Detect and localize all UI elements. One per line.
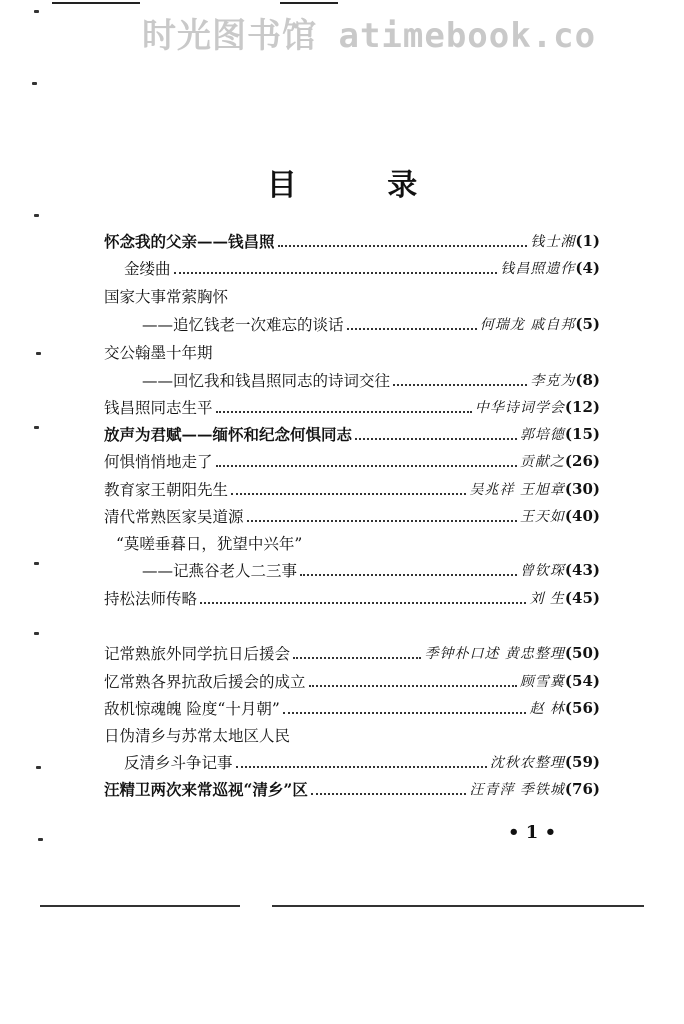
margin-mark (34, 10, 39, 13)
toc-entry-page: (56) (564, 699, 600, 717)
toc-entry-page: (5) (575, 315, 600, 333)
toc-entry-title: 金缕曲 (124, 260, 171, 278)
toc-entry (104, 476, 600, 502)
toc-entry-page: (12) (564, 398, 600, 416)
toc-entry-page: (59) (564, 753, 600, 771)
toc-entry-author: 李克为 (530, 373, 576, 389)
top-rule-right (280, 2, 338, 4)
toc-entry (104, 695, 600, 721)
toc-entry-title: 持松法师传略 (104, 590, 198, 608)
toc-entry (104, 776, 600, 802)
toc-entry-title: 汪精卫两次来常巡视“清乡”区 (104, 780, 308, 799)
bottom-rule-left (40, 905, 240, 907)
toc-entry-title: 清代常熟医家吴道源 (104, 508, 244, 526)
toc-entry (104, 503, 600, 529)
toc-entry (104, 339, 213, 365)
toc-entry-author: 郭培德 (519, 427, 565, 443)
toc-entry-title: 何惧悄悄地走了 (104, 453, 213, 471)
toc-entry-title: 国家大事常萦胸怀 (104, 288, 229, 306)
toc-entry (104, 722, 290, 748)
margin-mark (36, 766, 41, 769)
dot-leader (355, 438, 517, 440)
toc-entry-title: 日伪清乡与苏常太地区人民 (104, 727, 291, 745)
toc-entry-title: 放声为君赋——缅怀和纪念何惧同志 (104, 425, 353, 444)
toc-entry (104, 394, 600, 420)
dot-leader (200, 602, 526, 604)
toc-entry (104, 640, 600, 666)
toc-entry-title: ——追忆钱老一次难忘的谈话 (142, 316, 344, 334)
toc-entry (104, 585, 600, 611)
dot-leader (236, 766, 487, 768)
toc-entry-page: (30) (564, 480, 600, 498)
toc-entry-author: 钱士湘 (530, 234, 576, 250)
toc-entry (104, 668, 600, 694)
toc-entry-author: 赵 林 (529, 701, 565, 717)
toc-entry-page: (76) (564, 780, 600, 798)
toc-entry-author: 曾钦琛 (519, 563, 565, 579)
toc-entry (142, 367, 600, 393)
toc-entry (142, 311, 600, 337)
dot-leader (347, 328, 477, 330)
toc-entry-title: 交公翰墨十年期 (104, 344, 213, 362)
dot-leader (393, 384, 527, 386)
toc-entry-page: (1) (575, 232, 600, 250)
page-number: • 1 • (508, 822, 557, 843)
toc-entry-author: 汪青萍 季铁城 (469, 782, 565, 798)
toc-entry (142, 557, 600, 583)
toc-entry-page: (50) (564, 644, 600, 662)
toc-entry-title: 敌机惊魂魄 险度“十月朝” (104, 700, 280, 718)
toc-entry (124, 749, 600, 775)
dot-leader (293, 657, 421, 659)
dot-leader (216, 411, 472, 413)
toc-entry-author: 何瑞龙 戚自邦 (479, 317, 576, 333)
dot-leader (247, 520, 517, 522)
toc-entry (124, 255, 600, 281)
toc-entry-title: 钱昌照同志生平 (104, 399, 213, 417)
toc-entry-page: (45) (564, 589, 600, 607)
dot-leader (311, 793, 467, 795)
toc-entry-author: 刘 生 (529, 591, 565, 607)
toc-entry-author: 王天如 (519, 509, 565, 525)
toc-entry-title: ——回忆我和钱昌照同志的诗词交往 (142, 372, 391, 390)
toc-entry-title: 记常熟旅外同学抗日后援会 (104, 645, 291, 663)
dot-leader (231, 493, 466, 495)
toc-entry-page: (26) (564, 452, 600, 470)
page-title: 目 录 (266, 168, 458, 203)
toc-entry-title: 怀念我的父亲——钱昌照 (104, 232, 275, 251)
margin-mark (32, 82, 37, 85)
toc-entry-page: (40) (564, 507, 600, 525)
toc-entry-title: ——记燕谷老人二三事 (142, 562, 298, 580)
toc-entry-page: (54) (564, 672, 600, 690)
toc-entry-author: 吴兆祥 王旭章 (469, 482, 565, 498)
margin-mark (34, 426, 39, 429)
toc-entry (104, 228, 600, 254)
toc-entry-title: 教育家王朝阳先生 (104, 481, 229, 499)
margin-mark (34, 632, 39, 635)
toc-entry-page: (43) (564, 561, 600, 579)
watermark: 时光图书馆 atimebook.co (142, 16, 597, 56)
margin-mark (34, 214, 39, 217)
toc-entry-page: (8) (575, 371, 600, 389)
toc-entry-title: 反清乡斗争记事 (124, 754, 233, 772)
margin-mark (34, 562, 39, 565)
toc-entry-author: 贡献之 (519, 454, 565, 470)
margin-mark (36, 352, 41, 355)
toc-entry-page: (4) (575, 259, 600, 277)
bottom-rule-right (272, 905, 644, 907)
toc-entry (104, 283, 228, 309)
top-rule-left (52, 2, 140, 4)
dot-leader (300, 574, 517, 576)
toc-entry (104, 421, 600, 447)
toc-entry-author: 沈秋农整理 (489, 755, 565, 771)
toc-entry (104, 448, 600, 474)
dot-leader (174, 272, 498, 274)
toc-entry-author: 钱昌照遗作 (500, 261, 576, 277)
toc-entry-page: (15) (564, 425, 600, 443)
dot-leader (283, 712, 527, 714)
toc-entry-author: 季钟朴口述 黄忠整理 (424, 646, 565, 662)
dot-leader (216, 465, 517, 467)
toc-entry-author: 顾雪冀 (519, 674, 565, 690)
toc-entry-author: 中华诗词学会 (474, 400, 565, 416)
margin-mark (38, 838, 43, 841)
toc-entry-title: 忆常熟各界抗敌后援会的成立 (104, 673, 306, 691)
toc-entry-title: “莫嗟垂暮日，犹望中兴年” (116, 535, 303, 553)
toc-entry (116, 530, 302, 556)
dot-leader (278, 245, 528, 247)
dot-leader (309, 685, 517, 687)
